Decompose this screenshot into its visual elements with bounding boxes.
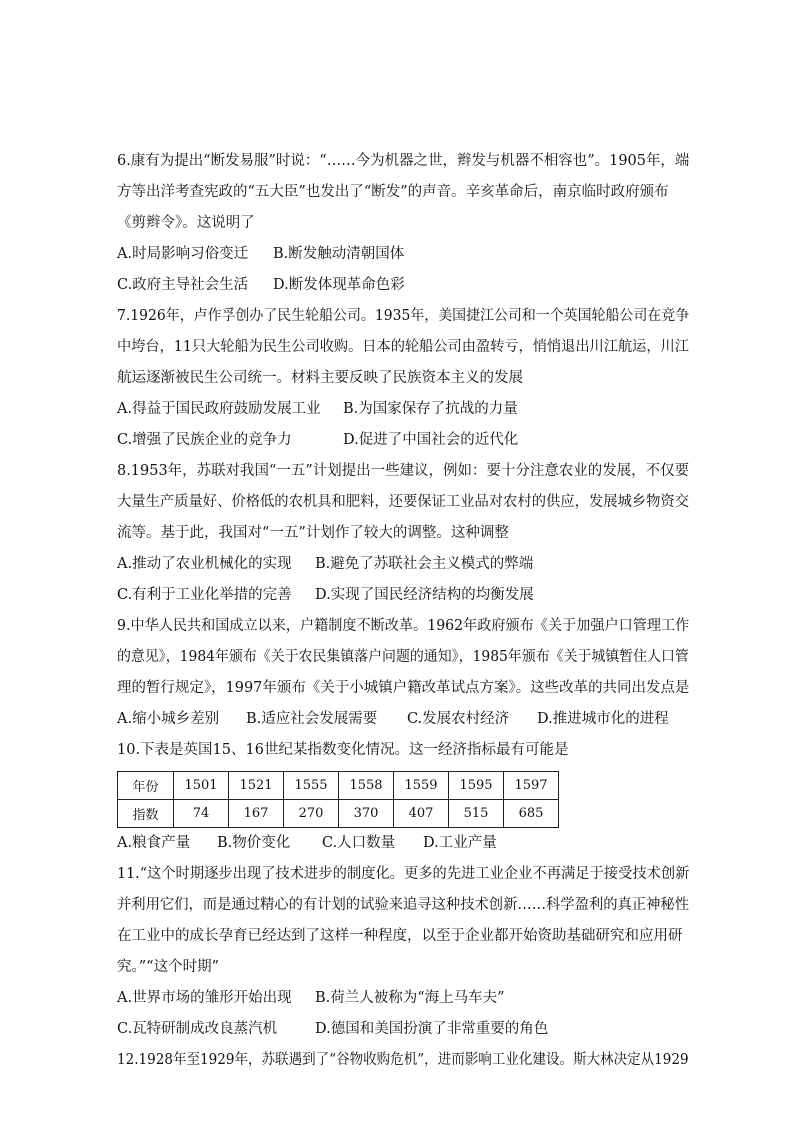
table-row <box>118 800 559 828</box>
table-cell: 1501 <box>174 772 229 800</box>
q10-line-1: 10.下表是英国15、16世纪某指数变化情况。这一经济指标最有可能是 <box>117 742 569 758</box>
q6-option-c: C.政府主导社会生活 <box>117 277 249 293</box>
table-cell: 1555 <box>284 772 339 800</box>
q12-line-1: 12.1928年至1929年，苏联遇到了“谷物收购危机”，进而影响工业化建设。斯大林决定从1929 <box>117 1052 689 1068</box>
table-cell: 407 <box>394 800 449 828</box>
q8-option-c: C.有利于工业化举措的完善 <box>117 587 292 603</box>
q7-option-b: B.为国家保存了抗战的力量 <box>343 401 518 417</box>
q9-option-b: B.适应社会发展需要 <box>246 711 378 727</box>
q8-option-b: B.避免了苏联社会主义模式的弊端 <box>315 556 534 572</box>
table-header-index: 指数 <box>118 800 174 828</box>
q9-line-1: 9.中华人民共和国成立以来，户籍制度不断改革。1962年政府颁布《关于加强户口管理工作 <box>117 618 690 634</box>
table-cell: 685 <box>504 800 559 828</box>
q11-option-b: B.荷兰人被称为“海上马车夫” <box>315 990 505 1006</box>
q11-line-3: 在工业中的成长孕育已经达到了这样一种程度，以至于企业都开始资助基础研究和应用研 <box>117 928 683 944</box>
table-cell: 167 <box>229 800 284 828</box>
q8-option-a: A.推动了农业机械化的实现 <box>117 556 292 572</box>
q6-line-2: 方等出洋考查宪政的“五大臣”也发出了“断发”的声音。辛亥革命后，南京临时政府颁布 <box>117 184 669 200</box>
q7-option-c: C.增强了民族企业的竞争力 <box>117 432 292 448</box>
q6-option-a: A.时局影响习俗变迁 <box>117 246 249 262</box>
q6-options-row-2 <box>117 275 697 295</box>
q11-line-4: 究。”“这个时期” <box>117 959 219 975</box>
q10-options-row <box>117 833 697 853</box>
table-cell: 1597 <box>504 772 559 800</box>
q10-option-d: D.工业产量 <box>423 835 497 851</box>
q9-line-3: 理的暂行规定》，1997年颁布《关于小城镇户籍改革试点方案》。这些改革的共同出发点是 <box>117 680 690 696</box>
q9-option-a: A.缩小城乡差别 <box>117 711 220 727</box>
q11-option-d: D.德国和美国扮演了非常重要的角色 <box>315 1021 549 1037</box>
q9-option-d: D.推进城市化的进程 <box>537 711 669 727</box>
q7-option-d: D.促进了中国社会的近代化 <box>343 432 519 448</box>
q7-line-3: 航运逐渐被民生公司统一。材料主要反映了民族资本主义的发展 <box>117 370 523 386</box>
table-cell: 1595 <box>449 772 504 800</box>
q10-option-a: A.粮食产量 <box>117 835 191 851</box>
q11-line-1: 11.“这个时期逐步出现了技术进步的制度化。更多的先进工业企业不再满足于接受技术创新 <box>117 866 690 882</box>
q9-option-c: C.发展农村经济 <box>407 711 510 727</box>
table-cell: 515 <box>449 800 504 828</box>
table-cell: 1559 <box>394 772 449 800</box>
table-row <box>118 772 559 800</box>
table-cell: 370 <box>339 800 394 828</box>
q8-options-row-2 <box>117 585 697 605</box>
q6-line-1: 6.康有为提出“断发易服”时说：“……今为机器之世，辫发与机器不相容也”。1905年，端 <box>117 153 690 169</box>
q6-options-row-1 <box>117 244 697 264</box>
q10-index-table <box>117 771 559 828</box>
q8-line-2: 大量生产质量好、价格低的农机具和肥料，还要保证工业品对农村的供应，发展城乡物资交 <box>117 494 689 510</box>
q6-option-d: D.断发体现革命色彩 <box>273 277 405 293</box>
table-cell: 1558 <box>339 772 394 800</box>
q9-options-row <box>117 709 697 729</box>
table-cell: 270 <box>284 800 339 828</box>
q11-option-a: A.世界市场的雏形开始出现 <box>117 990 292 1006</box>
q11-options-row-2 <box>117 1019 697 1039</box>
q6-line-3: 《剪辫令》。这说明了 <box>117 215 255 231</box>
q8-line-3: 流等。基于此，我国对“一五”计划作了较大的调整。这种调整 <box>117 525 509 541</box>
q7-option-a: A.得益于国民政府鼓励发展工业 <box>117 401 321 417</box>
q10-option-c: C.人口数量 <box>322 835 396 851</box>
q8-option-d: D.实现了国民经济结构的均衡发展 <box>315 587 534 603</box>
q8-line-1: 8.1953年，苏联对我国“一五”计划提出一些建议，例如：要十分注意农业的发展，不仅要 <box>117 463 690 479</box>
q8-options-row-1 <box>117 554 697 574</box>
q7-options-row-1 <box>117 399 697 419</box>
table-cell: 1521 <box>229 772 284 800</box>
q7-line-2: 中垮台，11只大轮船为民生公司收购。日本的轮船公司由盈转亏，悄悄退出川江航运，川江 <box>117 339 689 355</box>
table-cell: 74 <box>174 800 229 828</box>
q6-option-b: B.断发触动清朝国体 <box>273 246 405 262</box>
q9-line-2: 的意见》，1984年颁布《关于农民集镇落户问题的通知》，1985年颁布《关于城镇暂住人口管 <box>117 649 689 665</box>
q7-line-1: 7.1926年，卢作孚创办了民生轮船公司。1935年，美国捷江公司和一个英国轮船公司在竞争 <box>117 308 690 324</box>
q11-option-c: C.瓦特研制成改良蒸汽机 <box>117 1021 278 1037</box>
q11-options-row-1 <box>117 988 697 1008</box>
table-header-year: 年份 <box>118 772 174 800</box>
q10-option-b: B.物价变化 <box>217 835 291 851</box>
q7-options-row-2 <box>117 430 697 450</box>
q11-line-2: 并利用它们，而是通过精心的有计划的试验来追寻这种技术创新……科学盈利的真正神秘性 <box>117 897 689 913</box>
